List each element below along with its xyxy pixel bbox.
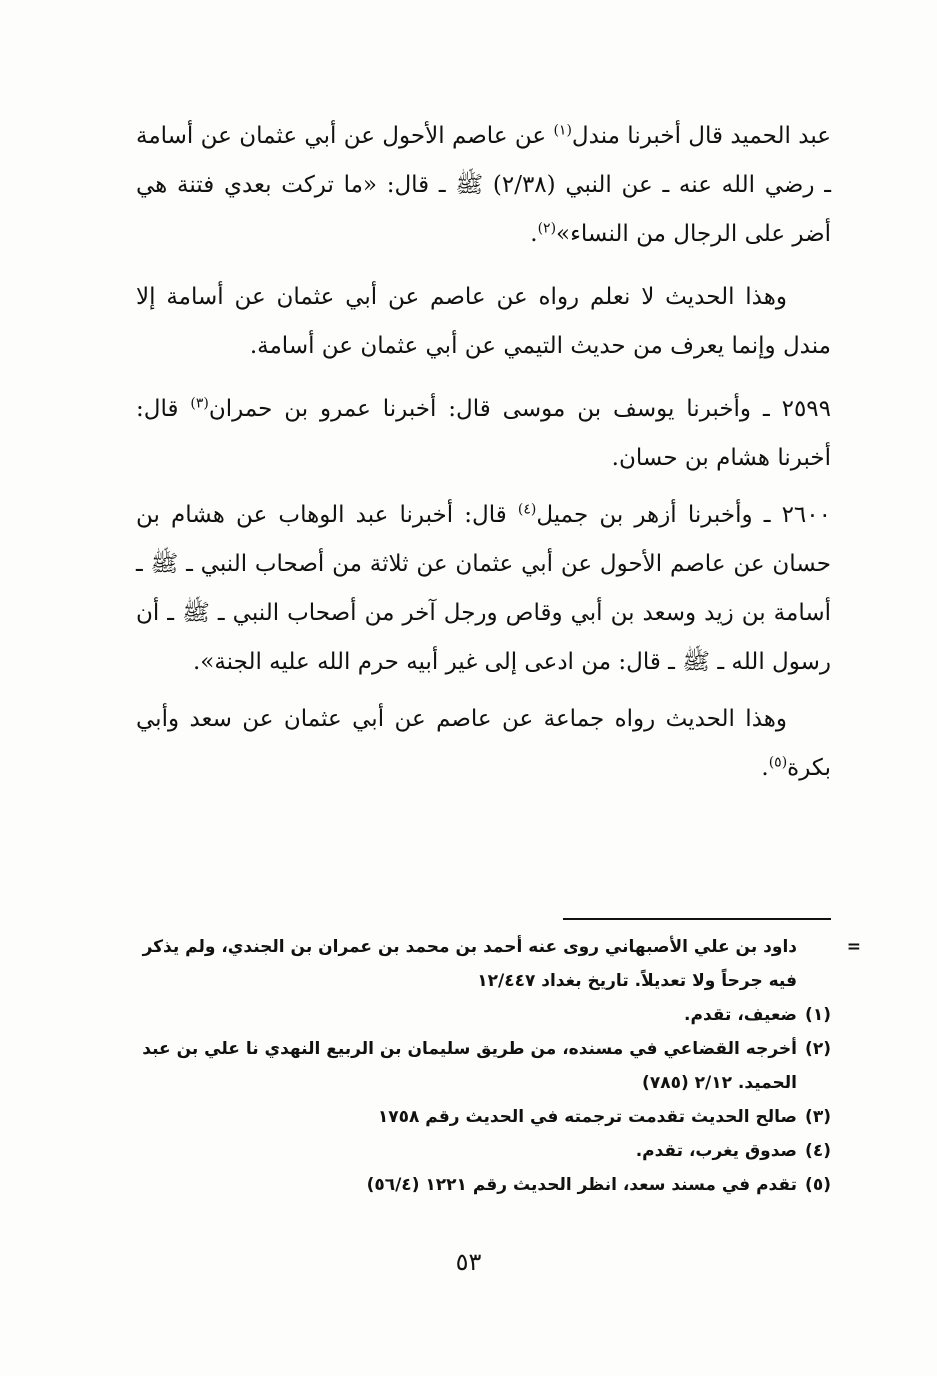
hadith-2600	[136, 491, 831, 687]
main-text	[136, 112, 831, 807]
footnote-label: (٤)	[805, 1141, 831, 1161]
paragraph-1-part-c: .	[530, 221, 538, 247]
footnote-ref-4[interactable]: (٤)	[517, 501, 537, 518]
footnote-4	[131, 1134, 831, 1168]
footnote-label: (٥)	[805, 1175, 831, 1195]
footnote-5	[131, 1168, 831, 1202]
footnote-label: (١)	[805, 1005, 831, 1025]
paragraph-1-part-b: عن عاصم الأحول عن أبي عثمان عن أسامة ـ رضي الله عنه ـ عن النبي (٢/٣٨) ﷺ ـ قال: «ما تركت بعدي فتنة هي أضر على الرجال من النساء»	[136, 123, 831, 247]
hadith-number-2599: ٢٥٩٩	[781, 396, 832, 422]
footnote-ref-5[interactable]: (٥)	[768, 754, 788, 771]
paragraph-3-part-b: .	[761, 755, 769, 781]
footnote-text: أخرجه القضاعي في مسنده، من طريق سليمان بن الربيع النهدي نا علي بن عبد الحميد. ٢/١٢ (٧٨٥)	[142, 1039, 797, 1093]
hadith-2600-part-a: ـ وأخبرنا أزهر بن جميل	[536, 502, 782, 528]
paragraph-1	[136, 112, 831, 259]
paragraph-3	[136, 695, 831, 793]
hadith-2600-part-b: قال: أخبرنا عبد الوهاب عن هشام بن حسان عن عاصم الأحول عن أبي عثمان عن ثلاثة من أصحاب النبي ـ ﷺ ـ أسامة بن زيد وسعد بن أبي وقاص ورجل آخر من أصحاب النبي ـ ﷺ ـ أن رسول الله ـ ﷺ ـ قال: من ادعى إلى غير أبيه حرم الله عليه الجنة».	[136, 502, 831, 675]
footnote-divider	[563, 918, 831, 920]
hadith-number-2600: ٢٦٠٠	[781, 502, 831, 528]
footnote-text: صالح الحديث تقدمت ترجمته في الحديث رقم ١٧٥٨	[377, 1107, 797, 1127]
paragraph-1-part-a: عبد الحميد قال أخبرنا مندل	[571, 123, 831, 149]
footnote-label: (٢)	[805, 1039, 831, 1059]
footnote-ref-2[interactable]: (٢)	[537, 220, 557, 237]
footnote-2	[131, 1032, 831, 1100]
paragraph-3-part-a: وهذا الحديث رواه جماعة عن عاصم عن أبي عثمان عن سعد وأبي بكرة	[136, 706, 831, 781]
footnote-3	[131, 1100, 831, 1134]
footnote-text: صدوق يغرب، تقدم.	[635, 1141, 797, 1161]
footnote-text: ضعيف، تقدم.	[684, 1005, 797, 1025]
hadith-2599-part-a: ـ وأخبرنا يوسف بن موسى قال: أخبرنا عمرو بن حمران	[208, 396, 782, 422]
footnote-ref-3[interactable]: (٣)	[190, 395, 209, 412]
footnote-continuation-text: داود بن علي الأصبهاني روى عنه أحمد بن محمد بن عمران بن الجندي، ولم يذكر فيه جرحاً ولا تعديلاً. تاريخ بغداد ١٢/٤٤٧	[142, 937, 797, 991]
paragraph-2: وهذا الحديث لا نعلم رواه عن عاصم عن أبي عثمان عن أسامة إلا مندل وإنما يعرف من حديث التيمي عن أبي عثمان عن أسامة.	[136, 284, 831, 359]
footnote-label: (٣)	[805, 1107, 831, 1127]
footnote-ref-1[interactable]: (١)	[553, 122, 572, 139]
hadith-2599-part-b: قال: أخبرنا هشام بن حسان.	[136, 396, 831, 471]
footnotes	[131, 930, 861, 1202]
continuation-mark: =	[846, 937, 861, 957]
footnote-text: تقدم في مسند سعد، انظر الحديث رقم ١٢٢١ (٥٦/٤)	[366, 1175, 797, 1195]
footnote-1	[131, 998, 831, 1032]
hadith-2599	[136, 385, 831, 483]
footnote-continuation	[131, 930, 861, 998]
page-number: ٥٣	[455, 1248, 482, 1276]
